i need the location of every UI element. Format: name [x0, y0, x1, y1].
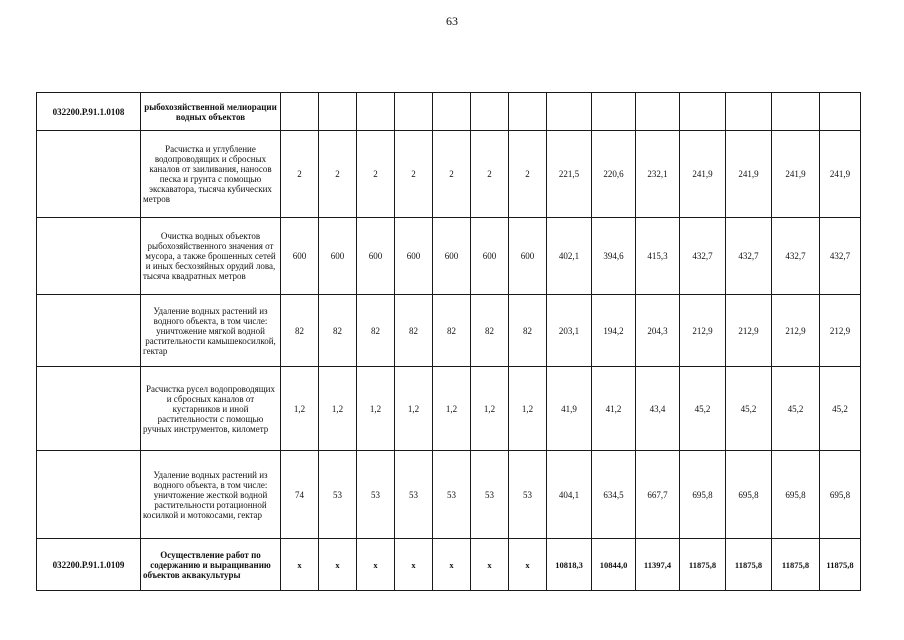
value-cell: 10818,3: [547, 539, 592, 591]
table-cell: [820, 93, 861, 131]
value-cell: 432,7: [772, 218, 820, 295]
value-cell: 10844,0: [592, 539, 636, 591]
table-cell: [395, 93, 433, 131]
value-cell: 1,2: [395, 367, 433, 451]
table-cell: [726, 93, 772, 131]
value-cell: 11875,8: [820, 539, 861, 591]
value-cell: 241,9: [772, 131, 820, 218]
value-cell: 82: [509, 295, 547, 367]
table-cell: [592, 93, 636, 131]
table-cell: [471, 93, 509, 131]
table-row: [37, 218, 861, 295]
value-cell: 212,9: [726, 295, 772, 367]
value-cell: 45,2: [726, 367, 772, 451]
value-cell: 74: [281, 451, 319, 539]
value-cell: 241,9: [680, 131, 726, 218]
value-cell: х: [395, 539, 433, 591]
value-cell: 2: [319, 131, 357, 218]
value-cell: 432,7: [726, 218, 772, 295]
table-cell: [509, 93, 547, 131]
table-row: [37, 131, 861, 218]
value-cell: 53: [433, 451, 471, 539]
value-cell: 11875,8: [772, 539, 820, 591]
value-cell: 221,5: [547, 131, 592, 218]
row-code: [37, 451, 141, 539]
value-cell: 53: [395, 451, 433, 539]
value-cell: 600: [281, 218, 319, 295]
value-cell: х: [433, 539, 471, 591]
value-cell: 45,2: [820, 367, 861, 451]
value-cell: 11875,8: [726, 539, 772, 591]
value-cell: 82: [471, 295, 509, 367]
value-cell: 43,4: [636, 367, 680, 451]
value-cell: 2: [509, 131, 547, 218]
page-number: 63: [446, 14, 458, 28]
row-code: [37, 295, 141, 367]
value-cell: х: [281, 539, 319, 591]
value-cell: 2: [281, 131, 319, 218]
row-code: [37, 131, 141, 218]
value-cell: 1,2: [281, 367, 319, 451]
table-row: [37, 295, 861, 367]
table-cell: [547, 93, 592, 131]
row-code: [37, 367, 141, 451]
value-cell: 53: [319, 451, 357, 539]
value-cell: 2: [471, 131, 509, 218]
value-cell: 695,8: [772, 451, 820, 539]
row-description: Расчистка русел водопроводящих и сбросных каналов от кустарников и иной растительности с помощью ручных инструментов, километр: [141, 367, 281, 451]
value-cell: 45,2: [680, 367, 726, 451]
row-code: [37, 218, 141, 295]
value-cell: 1,2: [357, 367, 395, 451]
value-cell: 600: [433, 218, 471, 295]
value-cell: 82: [357, 295, 395, 367]
value-cell: 53: [471, 451, 509, 539]
row-code: 032200.Р.91.1.0109: [37, 539, 141, 591]
value-cell: 203,1: [547, 295, 592, 367]
value-cell: 695,8: [680, 451, 726, 539]
table-row: [37, 93, 861, 131]
value-cell: 695,8: [820, 451, 861, 539]
value-cell: 600: [319, 218, 357, 295]
value-cell: 45,2: [772, 367, 820, 451]
value-cell: 2: [357, 131, 395, 218]
row-description: Очистка водных объектов рыбохозяйственного значения от мусора, а также брошенных сетей и иных бесхозяйных орудий лова, тысяча квадратных метров: [141, 218, 281, 295]
value-cell: 212,9: [820, 295, 861, 367]
table-cell: [319, 93, 357, 131]
value-cell: 695,8: [726, 451, 772, 539]
table-cell: [680, 93, 726, 131]
value-cell: 2: [395, 131, 433, 218]
row-description: Расчистка и углубление водопроводящих и сбросных каналов от заиливания, наносов песка и грунта с помощью экскаватора, тысяча кубических метров: [141, 131, 281, 218]
value-cell: 600: [395, 218, 433, 295]
value-cell: х: [509, 539, 547, 591]
table-cell: [636, 93, 680, 131]
row-description: Удаление водных растений из водного объекта, в том числе: уничтожение мягкой водной растительности камышекосилкой, гектар: [141, 295, 281, 367]
value-cell: 241,9: [726, 131, 772, 218]
table-row: [37, 539, 861, 591]
value-cell: 415,3: [636, 218, 680, 295]
value-cell: 204,3: [636, 295, 680, 367]
table-cell: [357, 93, 395, 131]
value-cell: 212,9: [772, 295, 820, 367]
value-cell: 11875,8: [680, 539, 726, 591]
value-cell: 394,6: [592, 218, 636, 295]
table-row: [37, 451, 861, 539]
data-table: [36, 92, 861, 591]
table-cell: [772, 93, 820, 131]
value-cell: 600: [357, 218, 395, 295]
value-cell: 220,6: [592, 131, 636, 218]
value-cell: 53: [509, 451, 547, 539]
value-cell: 41,2: [592, 367, 636, 451]
value-cell: 82: [281, 295, 319, 367]
value-cell: 432,7: [820, 218, 861, 295]
value-cell: 2: [433, 131, 471, 218]
value-cell: х: [357, 539, 395, 591]
value-cell: 1,2: [433, 367, 471, 451]
value-cell: 194,2: [592, 295, 636, 367]
row-description: Удаление водных растений из водного объекта, в том числе: уничтожение жесткой водной растительности ротационной косилкой и мотокосами, гектар: [141, 451, 281, 539]
value-cell: 241,9: [820, 131, 861, 218]
value-cell: 82: [395, 295, 433, 367]
table-row: [37, 367, 861, 451]
row-description: Осуществление работ по содержанию и выращиванию объектов аквакультуры: [141, 539, 281, 591]
value-cell: 232,1: [636, 131, 680, 218]
value-cell: 11397,4: [636, 539, 680, 591]
row-description: рыбохозяйственной мелиорации водных объектов: [141, 93, 281, 131]
value-cell: 1,2: [319, 367, 357, 451]
value-cell: 1,2: [471, 367, 509, 451]
row-code: 032200.Р.91.1.0108: [37, 93, 141, 131]
table-cell: [433, 93, 471, 131]
value-cell: х: [319, 539, 357, 591]
value-cell: 212,9: [680, 295, 726, 367]
value-cell: 1,2: [509, 367, 547, 451]
value-cell: 82: [433, 295, 471, 367]
value-cell: 404,1: [547, 451, 592, 539]
value-cell: 82: [319, 295, 357, 367]
value-cell: 432,7: [680, 218, 726, 295]
value-cell: 600: [471, 218, 509, 295]
value-cell: х: [471, 539, 509, 591]
value-cell: 600: [509, 218, 547, 295]
value-cell: 634,5: [592, 451, 636, 539]
table-cell: [281, 93, 319, 131]
value-cell: 402,1: [547, 218, 592, 295]
value-cell: 667,7: [636, 451, 680, 539]
value-cell: 41,9: [547, 367, 592, 451]
value-cell: 53: [357, 451, 395, 539]
